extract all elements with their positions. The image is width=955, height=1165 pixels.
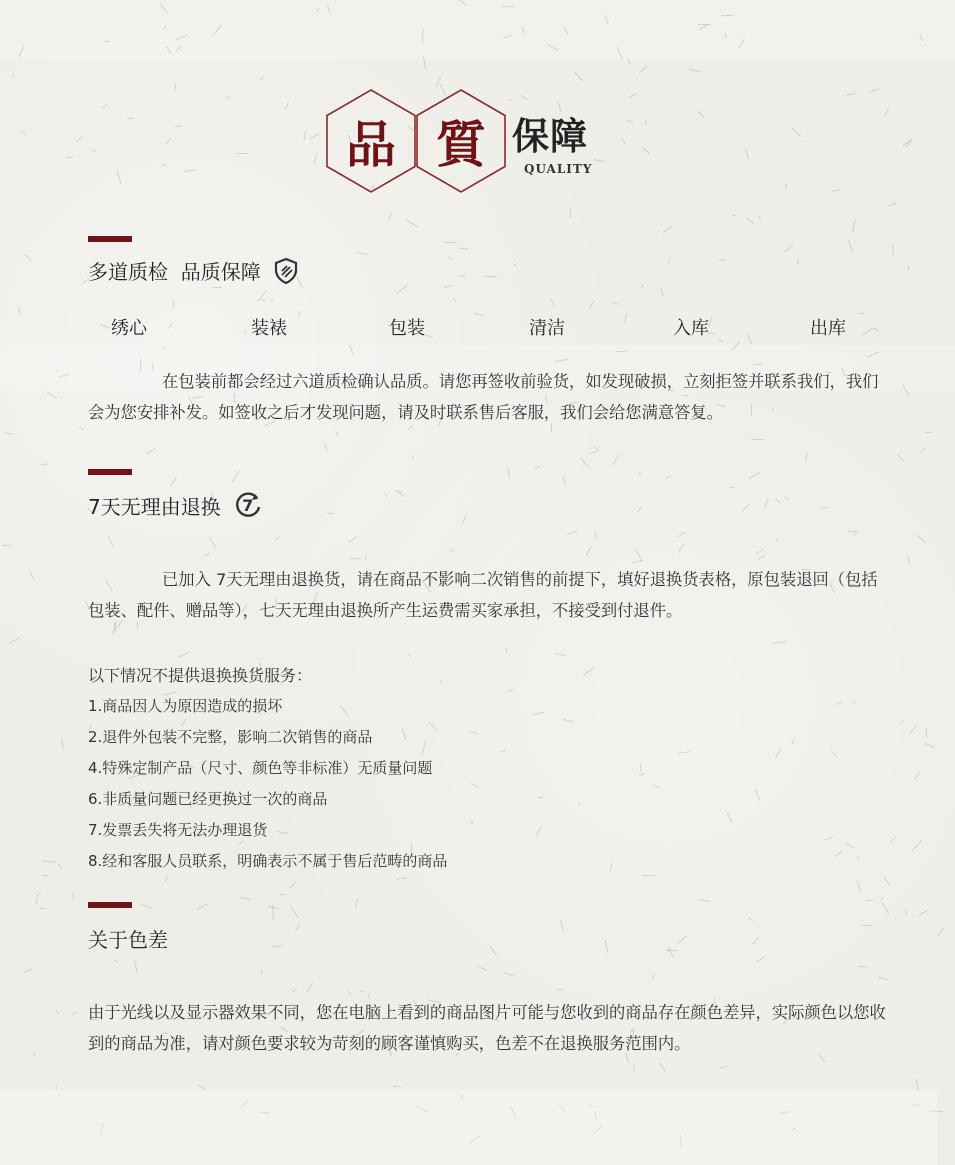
step-mounting: 装裱 bbox=[251, 318, 287, 339]
paper-fiber bbox=[892, 245, 894, 255]
return-exclusions bbox=[88, 660, 888, 877]
step-storage: 入库 bbox=[673, 318, 709, 339]
return-paragraph-text: 已加入 7天无理由退换货，请在商品不影响二次销售的前提下，填好退换货表格，原包装退回（包括包装、配件、赠品等），七天无理由退换所产生运费需买家承担，不接受到付退件。 bbox=[88, 570, 878, 620]
list-item: 8.经和客服人员联系，明确表示不属于售后范畴的商品 bbox=[88, 852, 448, 870]
list-item: 6.非质量问题已经更换过一次的商品 bbox=[88, 790, 328, 808]
quality-paragraph bbox=[88, 366, 888, 428]
exclusions-title: 以下情况不提供退换换货服务： bbox=[88, 666, 313, 685]
paper-fiber bbox=[350, 557, 361, 559]
color-paragraph-text: 由于光线以及显示器效果不同，您在电脑上看到的商品图片可能与您收到的商品存在颜色差异，实际颜色以您收到的商品为准，请对颜色要求较为苛刻的顾客谨慎购买，色差不在退换服务范围内。 bbox=[88, 1003, 886, 1053]
section-heading-quality bbox=[88, 256, 299, 285]
hex-char-zhi: 質 bbox=[436, 115, 486, 174]
shield-icon bbox=[273, 257, 299, 285]
step-shipping: 出库 bbox=[810, 318, 846, 339]
bottom-light-strip bbox=[0, 1090, 938, 1165]
section-bar-return bbox=[88, 469, 132, 475]
color-paragraph bbox=[88, 997, 888, 1059]
step-embroidery: 绣心 bbox=[111, 318, 147, 339]
header-title-group bbox=[512, 106, 592, 176]
section-heading-return bbox=[88, 490, 263, 520]
quality-steps bbox=[0, 314, 955, 342]
paper-fiber bbox=[237, 153, 248, 154]
hex-badge-2 bbox=[415, 88, 507, 194]
top-light-band bbox=[0, 0, 955, 60]
quality-paragraph-text: 在包装前都会经过六道质检确认品质。请您再签收前验货，如发现破损，立刻拒签并联系我们，我们会为您安排补发。如签收之后才发现问题，请及时联系售后客服，我们会给您满意答复。 bbox=[88, 372, 879, 422]
paper-fiber bbox=[484, 275, 497, 276]
header-subtitle: QUALITY bbox=[524, 162, 593, 176]
paper-fiber bbox=[444, 242, 455, 243]
list-item: 4.特殊定制产品（尺寸、颜色等非标准）无质量问题 bbox=[88, 759, 433, 777]
list-item: 1.商品因人为原因造成的损坏 bbox=[88, 697, 283, 715]
hex-char-pin: 品 bbox=[346, 115, 396, 174]
paper-fiber bbox=[66, 156, 73, 158]
paper-fiber bbox=[822, 507, 828, 508]
section-title-color: 关于色差 bbox=[88, 928, 168, 952]
paper-fiber bbox=[753, 364, 763, 365]
section-bar-quality bbox=[88, 236, 132, 242]
paper-fiber bbox=[393, 1085, 401, 1087]
section-bar-color bbox=[88, 902, 132, 908]
paper-fiber bbox=[732, 214, 737, 216]
paper-fiber bbox=[925, 432, 932, 433]
list-item: 2.退件外包装不完整，影响二次销售的商品 bbox=[88, 728, 373, 746]
section-heading-color bbox=[88, 924, 168, 953]
quality-header bbox=[325, 88, 625, 198]
step-packaging: 包装 bbox=[389, 318, 425, 339]
paper-fiber bbox=[365, 555, 366, 561]
seven-day-return-icon bbox=[233, 490, 263, 520]
paper-fiber bbox=[721, 14, 733, 15]
step-cleaning: 清洁 bbox=[529, 318, 565, 339]
list-item: 7.发票丢失将无法办理退货 bbox=[88, 821, 268, 839]
paper-fiber bbox=[858, 966, 867, 967]
hex-badge-1 bbox=[325, 88, 417, 194]
seven-day-number: 7 bbox=[242, 495, 254, 515]
return-paragraph bbox=[88, 564, 888, 626]
paper-fiber bbox=[729, 486, 733, 487]
paper-fiber bbox=[569, 208, 570, 218]
paper-fiber bbox=[848, 531, 858, 532]
section-title-return: 7天无理由退换 bbox=[88, 494, 221, 519]
paper-fiber bbox=[556, 989, 563, 990]
paper-fiber bbox=[633, 1065, 635, 1073]
paper-fiber bbox=[616, 350, 626, 351]
section-title-quality: 多道质检 品质保障 bbox=[88, 260, 261, 284]
header-title: 保障 bbox=[512, 114, 588, 158]
